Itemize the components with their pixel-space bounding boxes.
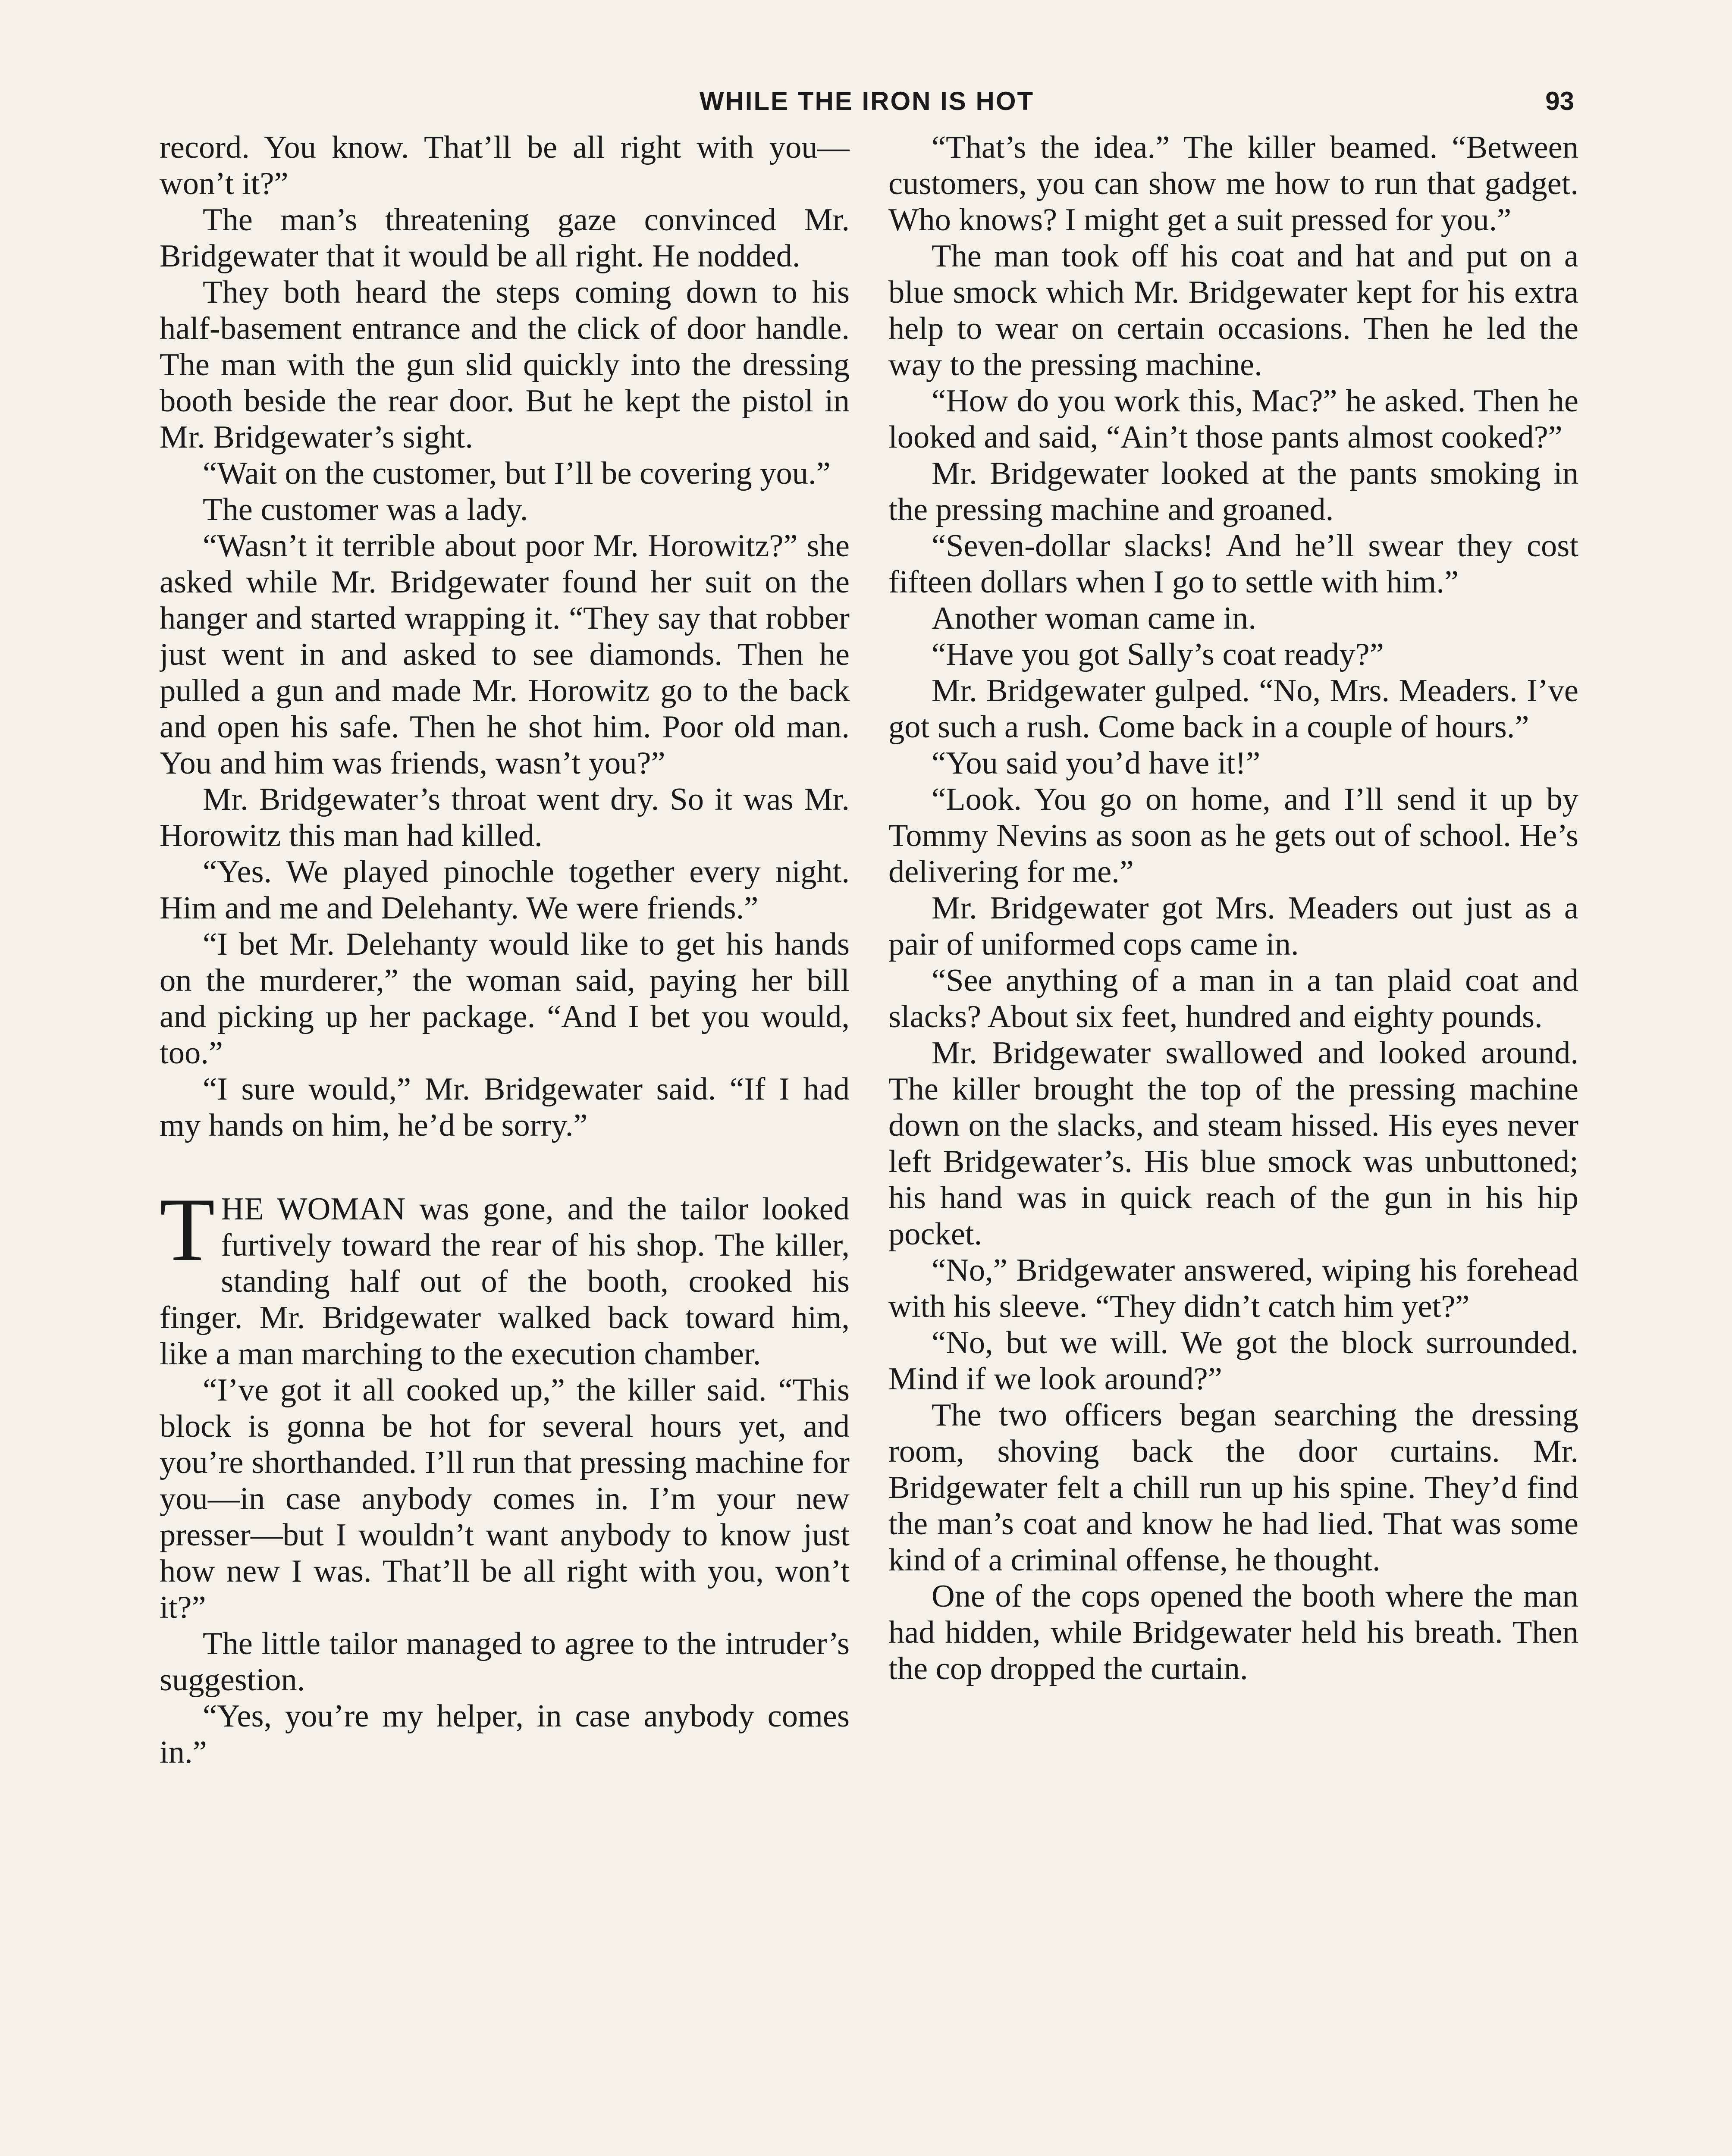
paragraph: Mr. Bridgewater’s throat went dry. So it was Mr. Horowitz this man had killed. bbox=[160, 782, 850, 853]
paragraph: Mr. Bridgewater got Mrs. Meaders out just as a pair of uniformed cops came in. bbox=[888, 890, 1578, 962]
paragraph: One of the cops opened the booth where the man had hidden, while Bridgewater held his breath. Then the cop dropped the curtain. bbox=[888, 1579, 1578, 1686]
paragraph: “I sure would,” Mr. Bridgewater said. “If I had my hands on him, he’d be sorry.” bbox=[160, 1072, 850, 1143]
paragraph: “Wasn’t it terrible about poor Mr. Horowitz?” she asked while Mr. Bridgewater found her suit on the hanger and started wrapping it. “They say that robber just went in and asked to see diamonds. Then he pulled a gun and made Mr. Horowitz go to the back and open his safe. Then he shot him. Poor old man. You and him was friends, wasn’t you?” bbox=[160, 528, 850, 781]
paragraph: Mr. Bridgewater gulped. “No, Mrs. Meaders. I’ve got such a rush. Come back in a couple of hours.” bbox=[888, 673, 1578, 745]
paragraph: “No,” Bridgewater answered, wiping his forehead with his sleeve. “They didn’t catch him yet?” bbox=[888, 1253, 1578, 1324]
paragraph: “That’s the idea.” The killer beamed. “Between customers, you can show me how to run that gadget. Who knows? I might get a suit pressed for you.” bbox=[888, 130, 1578, 238]
paragraph: “Seven-dollar slacks! And he’ll swear they cost fifteen dollars when I go to settle with him.” bbox=[888, 528, 1578, 600]
paragraph: “Yes. We played pinochle together every night. Him and me and Delehanty. We were friends.” bbox=[160, 854, 850, 926]
paragraph: “See anything of a man in a tan plaid coat and slacks? About six feet, hundred and eighty pounds. bbox=[888, 963, 1578, 1034]
paragraph: “Look. You go on home, and I’ll send it up by Tommy Nevins as soon as he gets out of school. He’s delivering for me.” bbox=[888, 782, 1578, 890]
paragraph: “No, but we will. We got the block surrounded. Mind if we look around?” bbox=[888, 1325, 1578, 1397]
drop-cap: T bbox=[160, 1180, 215, 1280]
paragraph: The little tailor managed to agree to the intruder’s suggestion. bbox=[160, 1626, 850, 1698]
paragraph: “I’ve got it all cooked up,” the killer said. “This block is gonna be hot for several hours yet, and you’re shorthanded. I’ll run that pressing machine for you—in case anybody comes in. I’m your new presser—but I wouldn’t want anybody to know just how new I was. That’ll be all right with you, won’t it?” bbox=[160, 1373, 850, 1625]
paragraph: The man took off his coat and hat and put on a blue smock which Mr. Bridgewater kept for his extra help to wear on certain occasions. Then he led the way to the pressing machine. bbox=[888, 238, 1578, 382]
paragraph: Another woman came in. bbox=[932, 601, 1257, 636]
page-header bbox=[160, 86, 1574, 134]
left-column bbox=[160, 129, 850, 2156]
paragraph: “Yes, you’re my helper, in case anybody comes in.” bbox=[160, 1698, 850, 1770]
running-title: WHILE THE IRON IS HOT bbox=[699, 87, 1035, 116]
paragraph: The man’s threatening gaze convinced Mr. Bridgewater that it would be all right. He nodded. bbox=[160, 202, 850, 274]
paragraph: They both heard the steps coming down to his half-basement entrance and the click of door handle. The man with the gun slid quickly into the dressing booth beside the rear door. But he kept the pistol in Mr. Bridgewater’s sight. bbox=[160, 275, 850, 455]
paragraph: “You said you’d have it!” bbox=[932, 746, 1261, 781]
paragraph: “Have you got Sally’s coat ready?” bbox=[932, 637, 1384, 672]
section-opening-paragraph bbox=[160, 1180, 850, 1372]
page-number: 93 bbox=[1545, 87, 1574, 116]
paragraph: The two officers began searching the dressing room, shoving back the door curtains. Mr. Bridgewater felt a chill run up his spine. They’d find the man’s coat and know he had lied. That was some kind of a criminal offense, he thought. bbox=[888, 1398, 1578, 1578]
paragraph: Mr. Bridgewater swallowed and looked around. The killer brought the top of the pressing machine down on the slacks, and steam hissed. His eyes never left Bridgewater’s. His blue smock was unbuttoned; his hand was in quick reach of the gun in his hip pocket. bbox=[888, 1035, 1578, 1252]
paragraph: The customer was a lady. bbox=[203, 492, 528, 527]
section-lead: HE WOMAN bbox=[221, 1191, 406, 1227]
paragraph: record. You know. That’ll be all right with you—won’t it?” bbox=[160, 130, 850, 201]
paragraph: “I bet Mr. Delehanty would like to get his hands on the murderer,” the woman said, paying her bill and picking up her package. “And I bet you would, too.” bbox=[160, 927, 850, 1071]
paragraph: Mr. Bridgewater looked at the pants smoking in the pressing machine and groaned. bbox=[888, 456, 1578, 527]
paragraph: “How do you work this, Mac?” he asked. Then he looked and said, “Ain’t those pants almost cooked?” bbox=[888, 383, 1578, 455]
section-opening-text: was gone, and the tailor looked furtively toward the rear of his shop. The killer, standing half out of the booth, crooked his finger. Mr. Bridgewater walked back toward him, like a man marching to the execution chamber. bbox=[160, 1191, 850, 1372]
right-column bbox=[888, 129, 1578, 2156]
paragraph: “Wait on the customer, but I’ll be covering you.” bbox=[203, 456, 831, 491]
